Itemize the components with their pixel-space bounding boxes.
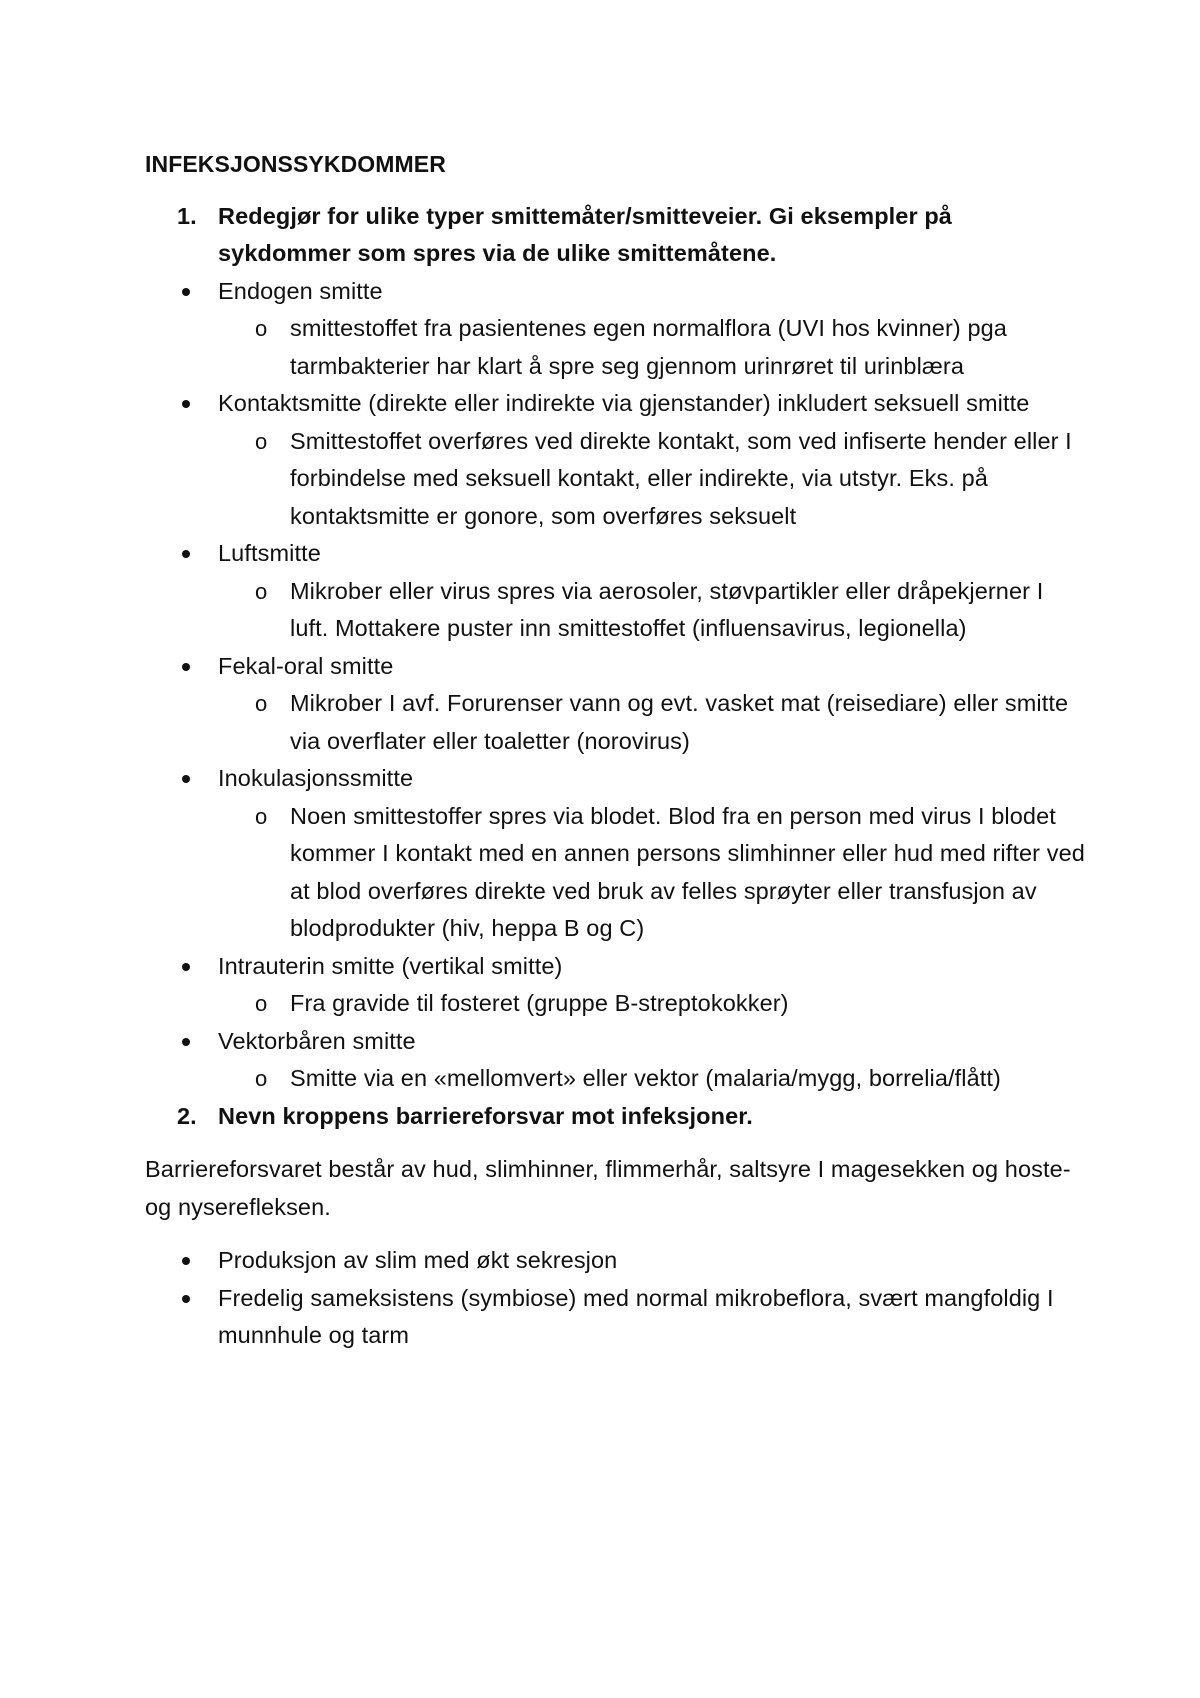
list-item	[145, 760, 1085, 798]
list-item	[145, 535, 1085, 573]
sub-list-item-text: smittestoffet fra pasientenes egen normalflora (UVI hos kvinner) pga tarmbakterier har klart å spre seg gjennom urinrøret til urinblæra	[290, 315, 1007, 379]
document-content	[145, 146, 1085, 1355]
sub-list-item-text: Fra gravide til fosteret (gruppe B-streptokokker)	[290, 990, 789, 1016]
sub-bullet-icon: o	[255, 991, 268, 1016]
sub-bullet-icon: o	[255, 428, 268, 454]
bullet-icon	[182, 400, 190, 408]
sub-list-item-text: Noen smittestoffer spres via blodet. Blod fra en person med virus I blodet kommer I kontakt med en annen persons slimhinner eller hud med rifter ved at blod overføres direkte ved bruk av felles sprøyter eller transfusjon av blodprodukter (hiv, heppa B og C)	[290, 802, 1085, 941]
question-2	[145, 1098, 1085, 1136]
bullet-icon	[182, 963, 190, 971]
question-2-text: Nevn kroppens barriereforsvar mot infeksjoner.	[218, 1102, 753, 1129]
list-item	[145, 385, 1085, 423]
list-item-label: Inokulasjonssmitte	[218, 765, 414, 791]
barrier-paragraph: Barriereforsvaret består av hud, slimhinner, flimmerhår, saltsyre I magesekken og hoste- og nyserefleksen.	[145, 1156, 1071, 1220]
list-item	[145, 1023, 1085, 1061]
question-2-number: 2.	[177, 1102, 197, 1129]
list-item-label: Fredelig sameksistens (symbiose) med normal mikrobeflora, svært mangfoldig I munnhule og tarm	[218, 1284, 1054, 1348]
sub-bullet-icon: o	[255, 803, 268, 829]
bullet-icon	[182, 550, 190, 558]
sub-list-item	[145, 573, 1085, 648]
question-1-number: 1.	[177, 202, 197, 229]
list-item-label: Produksjon av slim med økt sekresjon	[218, 1247, 618, 1273]
bullet-icon	[182, 663, 190, 671]
question-1	[145, 198, 1085, 273]
list-item-label: Luftsmitte	[218, 540, 321, 566]
bullet-icon	[182, 1257, 190, 1265]
list-item-label: Fekal-oral smitte	[218, 652, 394, 679]
sub-list-item	[145, 310, 1085, 385]
list-item-label: Kontaktsmitte (direkte eller indirekte via gjenstander) inkludert seksuell smitte	[218, 390, 1030, 416]
list-item	[145, 1280, 1085, 1355]
sub-bullet-icon: o	[255, 691, 268, 716]
sub-bullet-icon: o	[255, 1066, 268, 1091]
bullet-icon	[182, 288, 190, 296]
sub-bullet-icon: o	[255, 316, 268, 341]
sub-list-item	[145, 1060, 1085, 1098]
sub-list-item-text: Smitte via en «mellomvert» eller vektor (malaria/mygg, borrelia/flått)	[290, 1065, 1001, 1091]
bullet-icon	[182, 1295, 190, 1303]
sub-bullet-icon: o	[255, 578, 268, 604]
list-item	[145, 1242, 1085, 1280]
sub-list-item	[145, 798, 1085, 948]
list-item-label: Intrauterin smitte (vertikal smitte)	[218, 952, 563, 979]
document-title: INFEKSJONSSYKDOMMER	[145, 151, 446, 177]
list-item	[145, 948, 1085, 986]
question-1-text: Redegjør for ulike typer smittemåter/smitteveier. Gi eksempler på sykdommer som spres via de ulike smittemåtene.	[218, 202, 952, 266]
list-item	[145, 648, 1085, 686]
bullet-icon	[182, 1038, 190, 1046]
sub-list-item	[145, 685, 1085, 760]
list-item-label: Vektorbåren smitte	[218, 1027, 416, 1054]
sub-list-item-text: Mikrober I avf. Forurenser vann og evt. vasket mat (reisediare) eller smitte via overflater eller toaletter (norovirus)	[290, 690, 1069, 754]
bullet-icon	[182, 775, 190, 783]
sub-list-item	[145, 423, 1085, 536]
list-item-label: Endogen smitte	[218, 277, 383, 304]
sub-list-item-text: Smittestoffet overføres ved direkte kontakt, som ved infiserte hender eller I forbindelse med seksuell kontakt, eller indirekte, via utstyr. Eks. på kontaktsmitte er gonore, som overføres seksuelt	[290, 427, 1072, 529]
sub-list-item	[145, 985, 1085, 1023]
sub-list-item-text: Mikrober eller virus spres via aerosoler, støvpartikler eller dråpekjerner I luft. Mottakere puster inn smittestoffet (influensavirus, legionella)	[290, 577, 1044, 641]
list-item	[145, 273, 1085, 311]
